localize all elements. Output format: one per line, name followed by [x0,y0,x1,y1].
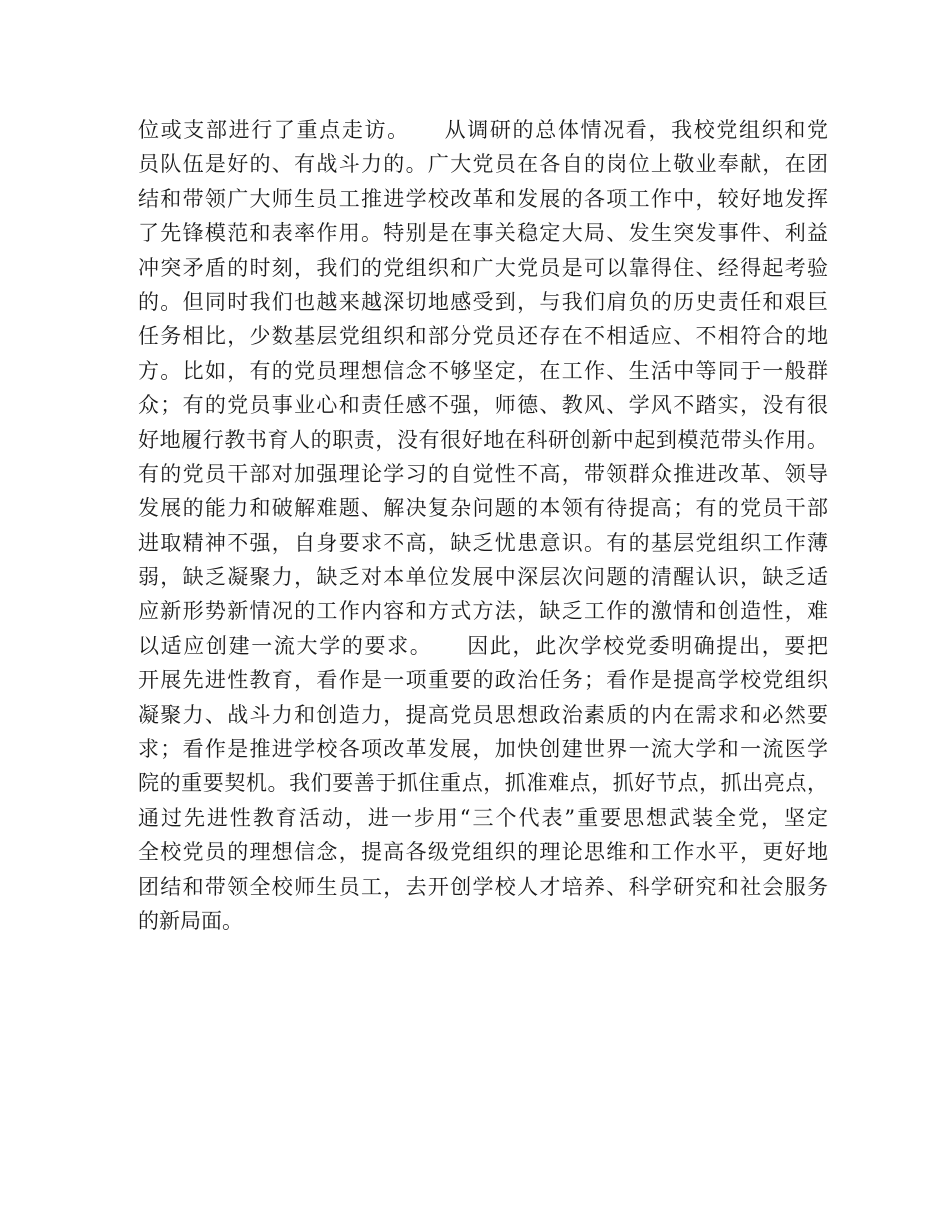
text-line: 好地履行教书育人的职责，没有很好地在科研创新中起到模范带头作用。 [138,427,828,452]
body-text [138,113,828,938]
text-line: 团结和带领全校师生员工，去开创学校人才培养、科学研究和社会服务 [138,874,828,899]
text-line: 求；看作是推进学校各项改革发展，加快创建世界一流大学和一流医学 [138,737,828,762]
text-line: 有的党员干部对加强理论学习的自觉性不高，带领群众推进改革、领导 [138,461,828,486]
text-line: 弱，缺乏凝聚力，缺乏对本单位发展中深层次问题的清醒认识，缺乏适 [138,565,828,590]
text-line: 方。比如，有的党员理想信念不够坚定，在工作、生活中等同于一般群 [138,358,828,383]
text-line: 通过先进性教育活动，进一步用“三个代表”重要思想武装全党，坚定 [138,805,828,830]
text-line: 了先锋模范和表率作用。特别是在事关稳定大局、发生突发事件、利益 [138,221,828,246]
text-line: 的。但同时我们也越来越深切地感受到，与我们肩负的历史责任和艰巨 [138,289,828,314]
text-line: 员队伍是好的、有战斗力的。广大党员在各自的岗位上敬业奉献，在团 [138,152,828,177]
text-line: 任务相比，少数基层党组织和部分党员还存在不相适应、不相符合的地 [138,324,828,349]
text-line: 进取精神不强，自身要求不高，缺乏忧患意识。有的基层党组织工作薄 [138,530,828,555]
text-line: 应新形势新情况的工作内容和方式方法，缺乏工作的激情和创造性，难 [138,599,828,624]
text-line: 以适应创建一流大学的要求。 因此，此次学校党委明确提出，要把 [138,633,828,658]
text-line: 众；有的党员事业心和责任感不强，师德、教风、学风不踏实，没有很 [138,393,828,418]
text-line: 的新局面。 [138,908,243,933]
text-line: 位或支部进行了重点走访。 从调研的总体情况看，我校党组织和党 [138,118,828,142]
text-line: 全校党员的理想信念，提高各级党组织的理论思维和工作水平，更好地 [138,840,828,865]
text-line: 凝聚力、战斗力和创造力，提高党员思想政治素质的内在需求和必然要 [138,702,828,727]
text-line: 结和带领广大师生员工推进学校改革和发展的各项工作中，较好地发挥 [138,186,828,211]
text-line: 院的重要契机。我们要善于抓住重点，抓准难点，抓好节点，抓出亮点， [138,771,828,796]
text-line: 冲突矛盾的时刻，我们的党组织和广大党员是可以靠得住、经得起考验 [138,255,828,280]
text-line: 开展先进性教育，看作是一项重要的政治任务；看作是提高学校党组织 [138,668,828,693]
text-line: 发展的能力和破解难题、解决复杂问题的本领有待提高；有的党员干部 [138,496,828,521]
